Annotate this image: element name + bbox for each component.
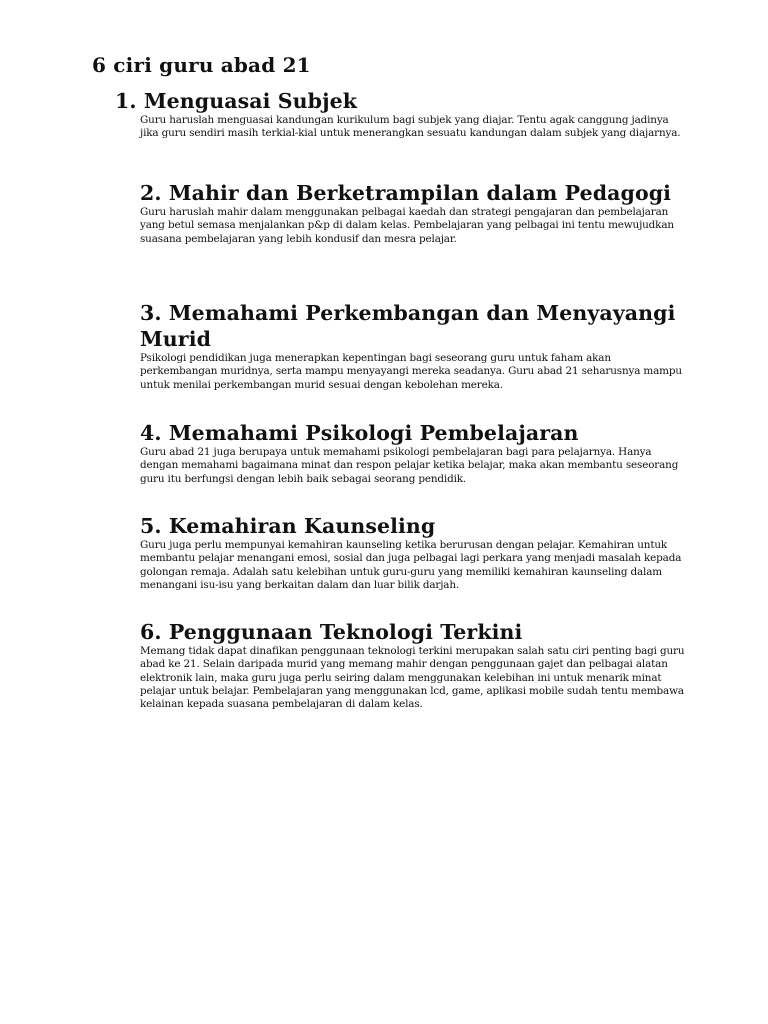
section-heading: 3. Memahami Perkembangan dan Menyayangi Murid (140, 301, 676, 351)
section-5 (140, 513, 685, 592)
section-3 (140, 300, 685, 392)
section-heading: 5. Kemahiran Kaunseling (140, 514, 436, 538)
section-body: Guru haruslah mahir dalam menggunakan pelbagai kaedah dan strategi pengajaran dan pembelajaran yang betul semasa menjalankan p&p di dalam kelas. Pembelajaran yang pelbagai ini tentu mewujudkan suasana pembelajaran yang lebih kondusif dan mesra pelajar. (140, 206, 674, 245)
section-heading: 6. Penggunaan Teknologi Terkini (140, 620, 523, 644)
section-2 (140, 180, 685, 246)
section-heading: 2. Mahir dan Berketrampilan dalam Pedagogi (140, 181, 672, 205)
section-body: Guru juga perlu mempunyai kemahiran kaunseling ketika berurusan dengan pelajar. Kemahiran untuk membantu pelajar menangani emosi, sosial dan juga pelbagai lagi perkara yang menjadi masalah kepada golongan remaja. Adalah satu kelebihan untuk guru-guru yang memiliki kemahiran kaunseling dalam menangani isu-isu yang berkaitan dalam dan luar bilik darjah. (140, 539, 682, 591)
section-heading: 1. Menguasai Subjek (115, 89, 358, 113)
section-heading: 4. Memahami Psikologi Pembelajaran (140, 421, 579, 445)
document-title: 6 ciri guru abad 21 (92, 53, 311, 77)
section-body: Memang tidak dapat dinafikan penggunaan teknologi terkini merupakan salah satu ciri penting bagi guru abad ke 21. Selain daripada murid yang memang mahir dengan penggunaan gajet dan pelbagai alatan elektronik lain, maka guru juga perlu seiring dalam menggunakan kelebihan ini untuk menarik minat pelajar untuk belajar. Pembelajaran yang menggunakan lcd, game, aplikasi mobile sudah tentu membawa kelainan kepada suasana pembelajaran di dalam kelas. (140, 645, 685, 711)
section-6 (140, 619, 685, 711)
section-body: Guru abad 21 juga berupaya untuk memahami psikologi pembelajaran bagi para pelajarnya. Hanya dengan memahami bagaimana minat dan respon pelajar ketika belajar, maka akan membantu seseorang guru itu berfungsi dengan lebih baik sebagai seorang pendidik. (140, 446, 679, 485)
section-1 (115, 88, 685, 141)
section-4 (140, 420, 685, 486)
section-body: Guru haruslah menguasai kandungan kurikulum bagi subjek yang diajar. Tentu agak canggung jadinya jika guru sendiri masih terkial-kial untuk menerangkan sesuatu kandungan dalam subjek yang diajarnya. (140, 114, 681, 140)
section-body: Psikologi pendidikan juga menerapkan kepentingan bagi seseorang guru untuk faham akan perkembangan muridnya, serta mampu menyayangi mereka seadanya. Guru abad 21 seharusnya mampu untuk menilai perkembangan murid sesuai dengan kebolehan mereka. (140, 352, 682, 391)
